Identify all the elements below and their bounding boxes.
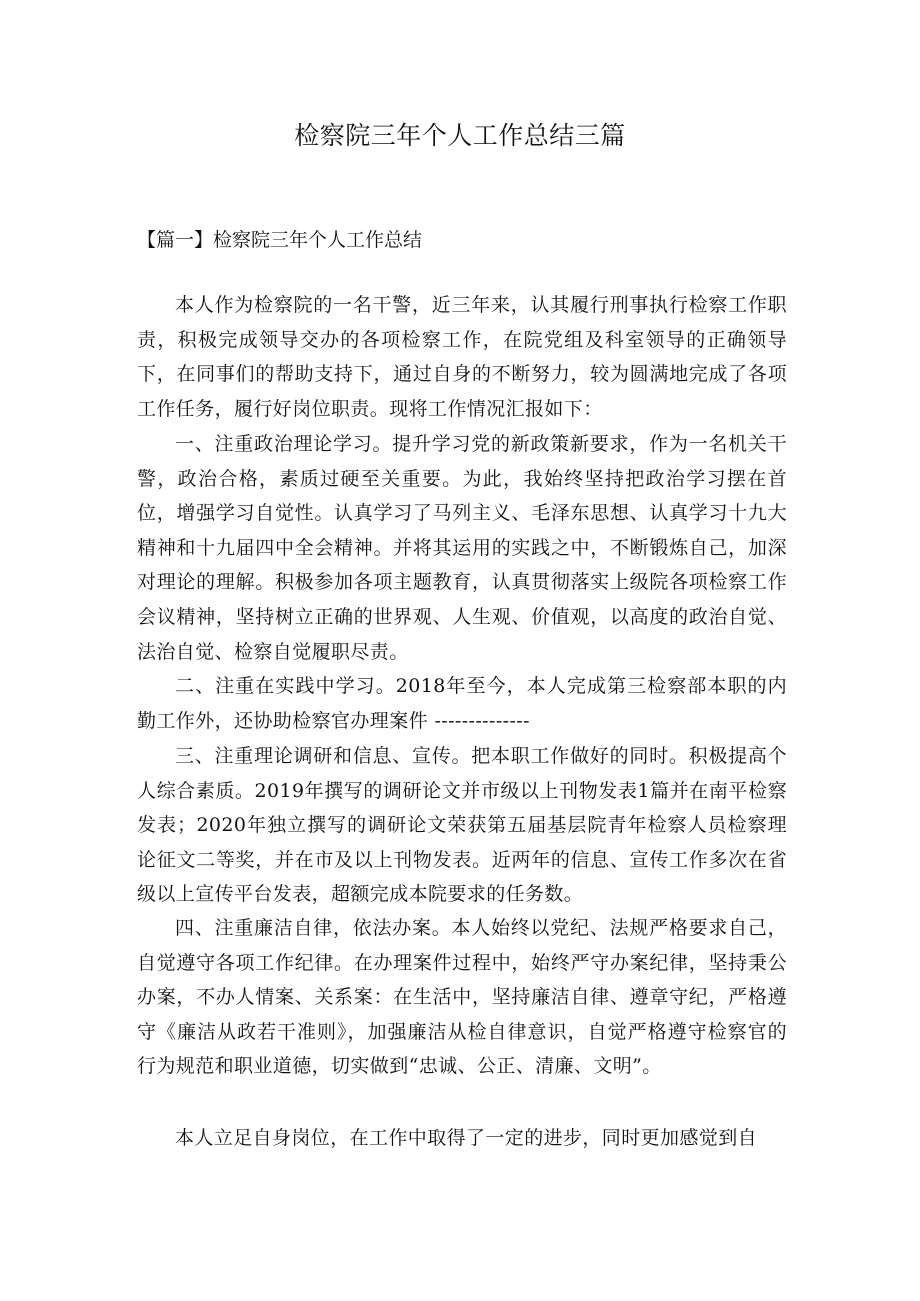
paragraph-conclusion: 本人立足自身岗位，在工作中取得了一定的进步，同时更加感觉到自 (175, 1127, 758, 1149)
section-heading: 【篇一】检察院三年个人工作总结 (137, 229, 423, 251)
document-title: 检察院三年个人工作总结三篇 (294, 121, 626, 150)
paragraph-practice-study: 二、注重在实践中学习。2018年至今，本人完成第三检察部本职的内勤工作外，还协助检察官办理案件 -------------- (137, 675, 787, 732)
paragraph-political-study: 一、注重政治理论学习。提升学习党的新政策新要求，作为一名机关干警，政治合格，素质过硬至关重要。为此，我始终坚持把政治学习摆在首位，增强学习自觉性。认真学习了马列主义、毛泽东思想、认真学习十九大精神和十九届四中全会精神。并将其运用的实践之中，不断锻炼自己，加深对理论的理解。积极参加各项主题教育，认真贯彻落实上级院各项检察工作会议精神，坚持树立正确的世界观、人生观、价值观，以高度的政治自觉、法治自觉、检察自觉履职尽责。 (137, 433, 787, 663)
paragraph-intro: 本人作为检察院的一名干警，近三年来，认其履行刑事执行检察工作职责，积极完成领导交办的各项检察工作，在院党组及科室领导的正确领导下，在同事们的帮助支持下，通过自身的不断努力，较为圆满地完成了各项工作任务，履行好岗位职责。现将工作情况汇报如下： (137, 294, 787, 420)
paragraph-research-publicity: 三、注重理论调研和信息、宣传。把本职工作做好的同时。积极提高个人综合素质。2019年撰写的调研论文并市级以上刊物发表1篇并在南平检察发表；2020年独立撰写的调研论文荣获第五届基层院青年检察人员检察理论征文二等奖，并在市及以上刊物发表。近两年的信息、宣传工作多次在省级以上宣传平台发表，超额完成本院要求的任务数。 (137, 745, 787, 906)
paragraph-integrity: 四、注重廉洁自律，依法办案。本人始终以党纪、法规严格要求自己，自觉遵守各项工作纪律。在办理案件过程中，始终严守办案纪律，坚持秉公办案，不办人情案、关系案：在生活中，坚持廉洁自律、遵章守纪，严格遵守《廉洁从政若干准则》，加强廉洁从检自律意识，自觉严格遵守检察官的行为规范和职业道德，切实做到“忠诚、公正、清廉、文明”。 (137, 917, 787, 1078)
